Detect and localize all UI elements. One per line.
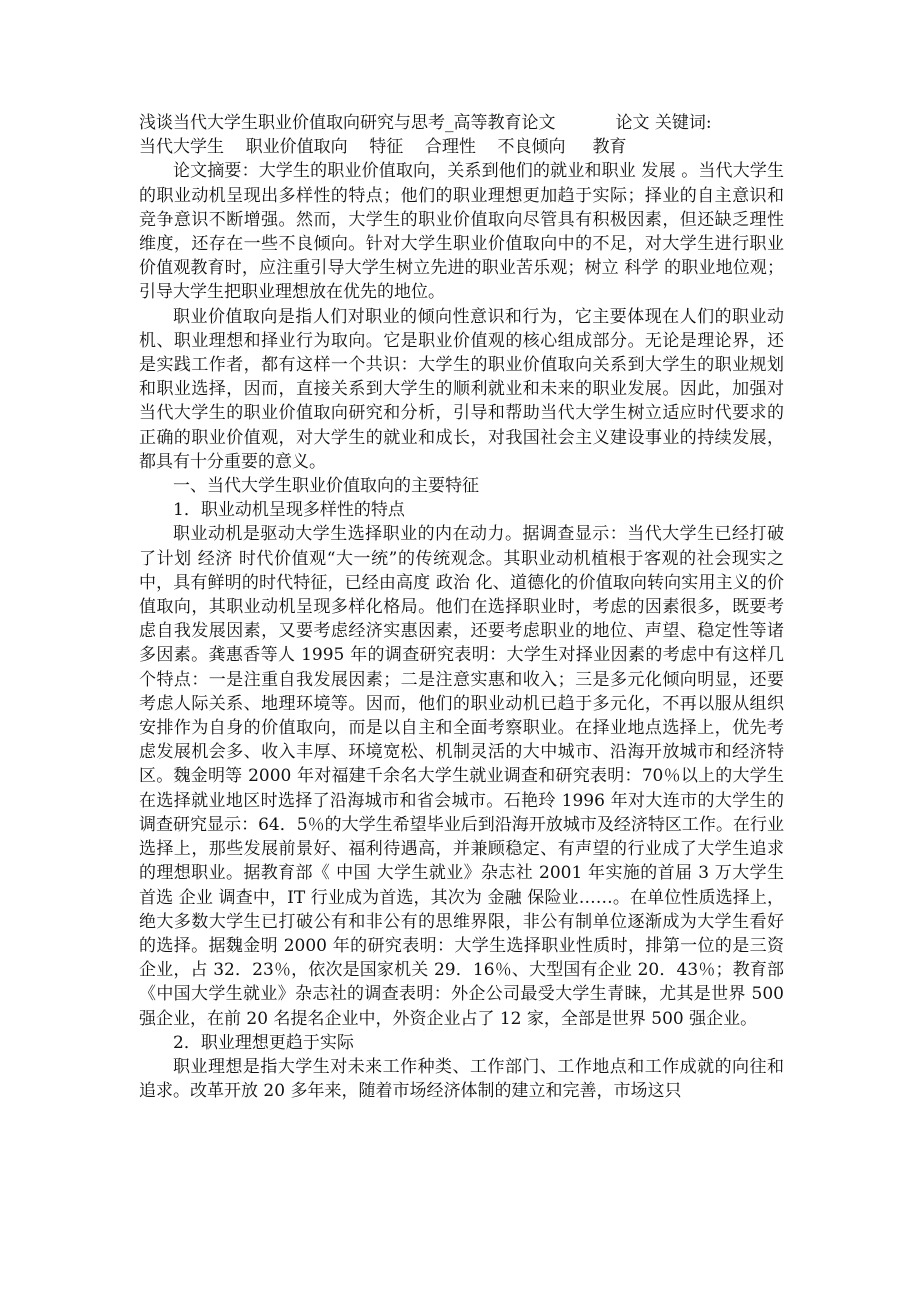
title-line	[139, 111, 784, 159]
keywords-label: 关键词:	[654, 113, 712, 133]
abstract-paragraph: 论文摘要：大学生的职业价值取向，关系到他们的就业和职业 发展 。当代大学生的职业动机呈现出多样性的特点；他们的职业理想更加趋于实际；择业的自主意识和竞争意识不断增强。然而，大学生的职业价值取向尽管具有积极因素，但还缺乏理性维度，还存在一些不良倾向。针对大学生职业价值取向中的不足，对大学生进行职业价值观教育时，应注重引导大学生树立先进的职业苦乐观；树立 科学 的职业地位观；引导大学生把职业理想放在优先的地位。	[139, 161, 784, 303]
intro-paragraph: 职业价值取向是指人们对职业的倾向性意识和行为，它主要体现在人们的职业动机、职业理想和择业行为取向。它是职业价值观的核心组成部分。无论是理论界，还是实践工作者，都有这样一个共识：大学生的职业价值取向关系到大学生的职业规划和职业选择，因而，直接关系到大学生的顺利就业和未来的职业发展。因此，加强对当代大学生的职业价值取向研究和分析，引导和帮助当代大学生树立适应时代要求的正确的职业价值观，对大学生的就业和成长，对我国社会主义建设事业的持续发展，都具有十分重要的意义。	[139, 306, 784, 472]
subsection-heading: 2．职业理想更趋于实际	[173, 1032, 354, 1053]
paper-title: 浅谈当代大学生职业价值取向研究与思考_高等教育论文	[139, 113, 556, 133]
body-paragraph: 职业动机是驱动大学生选择职业的内在动力。据调查显示：当代大学生已经打破了计划 经济 时代价值观“大一统”的传统观念。其职业动机植根于客观的社会现实之中，具有鲜明的时代特征，已经由高度 政治 化、道德化的价值取向转向实用主义的价值取向，其职业动机呈现多样化格局。他们在选择职业时，考虑的因素很多，既要考虑自我发展因素，又要考虑经济实惠因素，还要考虑职业的地位、声望、稳定性等诸多因素。龚惠香等人 1995 年的调查研究表明：大学生对择业因素的考虑中有这样几个特点：一是注重自我发展因素；二是注意实惠和收入；三是多元化倾向明显，还要考虑人际关系、地理环境等。因而，他们的职业动机已趋于多元化，不再以服从组织安排作为自身的价值取向，而是以自主和全面考察职业。在择业地点选择上，优先考虑发展机会多、收入丰厚、环境宽松、机制灵活的大中城市、沿海开放城市和经济特区。魏金明等 2000 年对福建千余名大学生就业调查和研究表明：70％以上的大学生在选择就业地区时选择了沿海城市和省会城市。石艳玲 1996 年对大连市的大学生的调查研究显示：64．5％的大学生希望毕业后到沿海开放城市及经济特区工作。在行业选择上，那些发展前景好、福利待遇高，并兼顾稳定、有声望的行业成了大学生追求的理想职业。据教育部《 中国 大学生就业》杂志社 2001 年实施的首届 3 万大学生首选 企业 调查中，IT 行业成为首选，其次为 金融 保险业……。在单位性质选择上，绝大多数大学生已打破公有和非公有的思维界限，非公有制单位逐渐成为大学生看好的选择。据魏金明 2000 年的研究表明：大学生选择职业性质时，排第一位的是三资企业，占 32．23％，依次是国家机关 29．16％、大型国有企业 20．43％；教育部《中国大学生就业》杂志社的调查表明：外企公司最受大学生青睐，尤其是世界 500 强企业，在前 20 名提名企业中，外资企业占了 12 家，全部是世界 500 强企业。	[139, 524, 784, 1029]
subsection-heading: 1．职业动机呈现多样性的特点	[173, 500, 405, 521]
paper-category: 论文	[615, 113, 650, 133]
body-paragraph: 职业理想是指大学生对未来工作种类、工作部门、工作地点和工作成就的向往和追求。改革开放 20 多年来，随着市场经济体制的建立和完善，市场这只	[139, 1056, 784, 1102]
document-page	[139, 111, 784, 1103]
keywords-list: 当代大学生 职业价值取向 特征 合理性 不良倾向 教育	[139, 137, 627, 158]
section-heading: 一、当代大学生职业价值取向的主要特征	[173, 476, 479, 497]
